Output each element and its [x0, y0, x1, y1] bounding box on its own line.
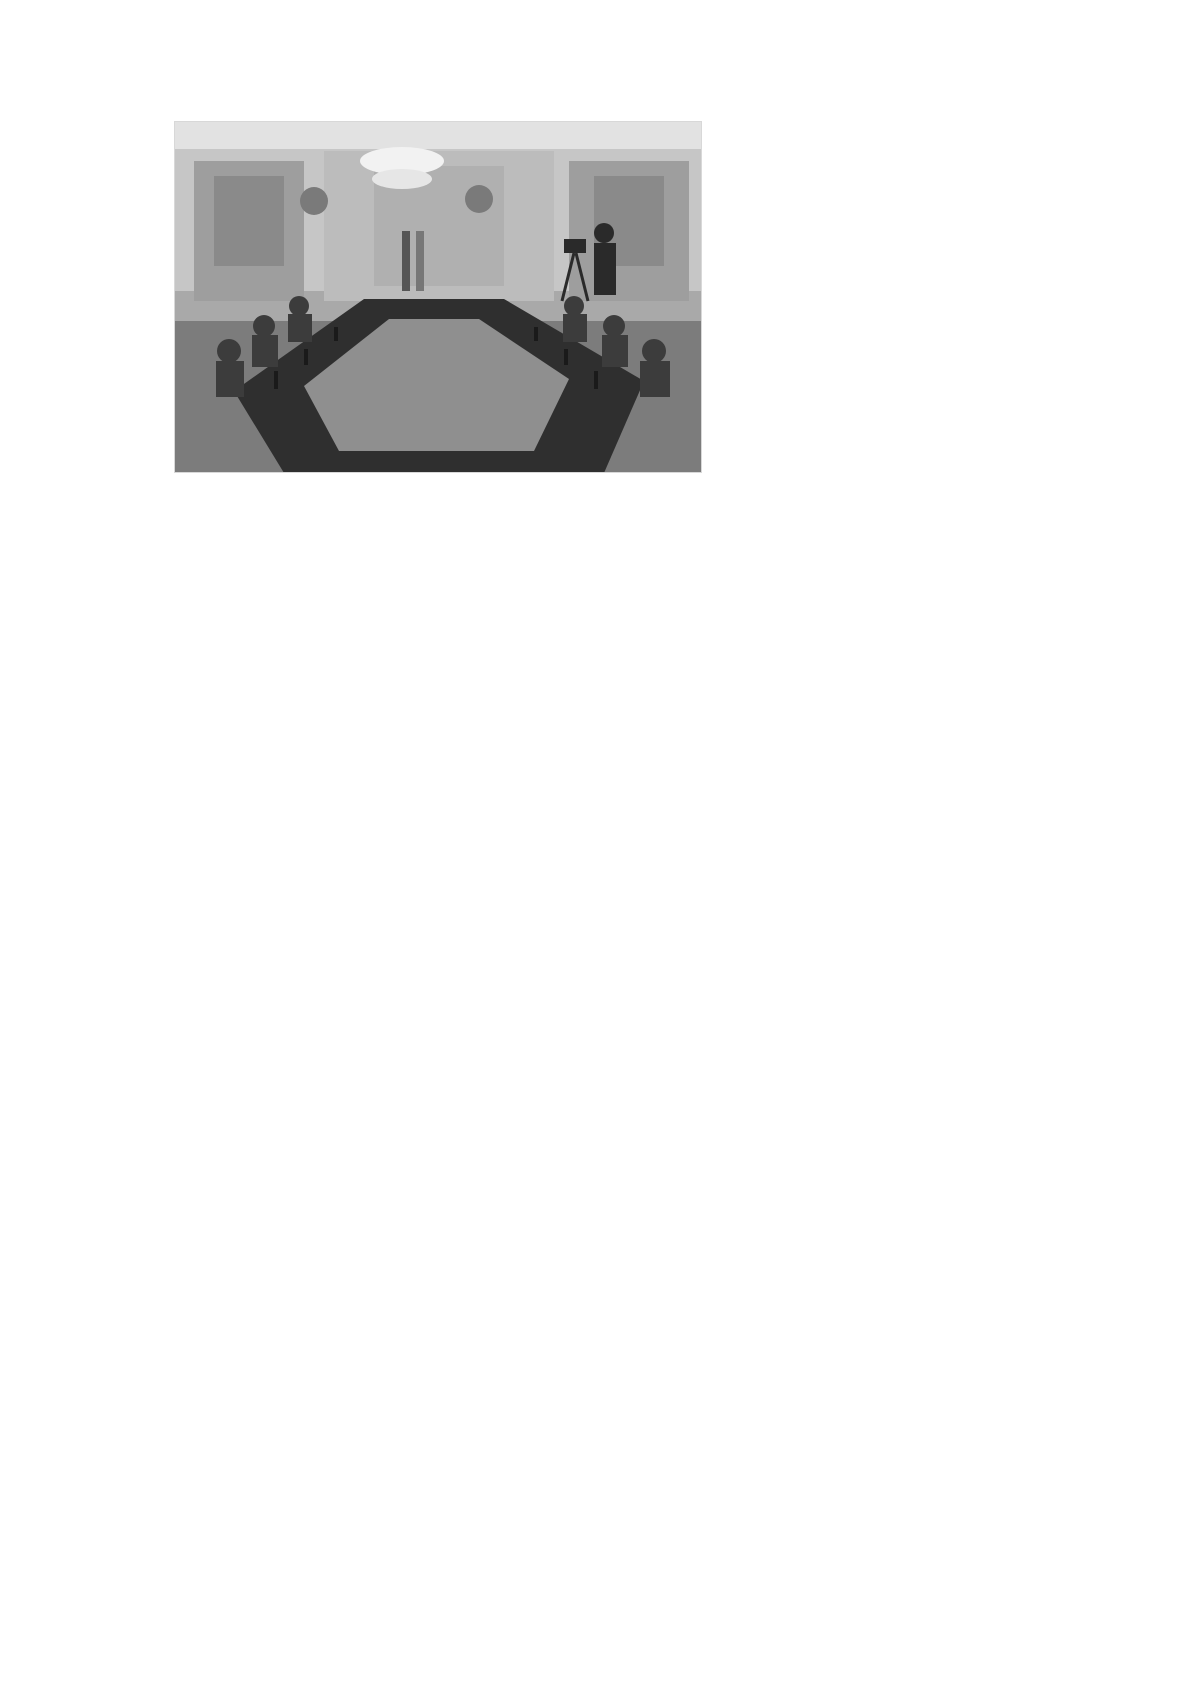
meeting-room-photo — [174, 121, 702, 473]
document-body — [174, 115, 1122, 477]
photo-block — [174, 121, 1122, 473]
